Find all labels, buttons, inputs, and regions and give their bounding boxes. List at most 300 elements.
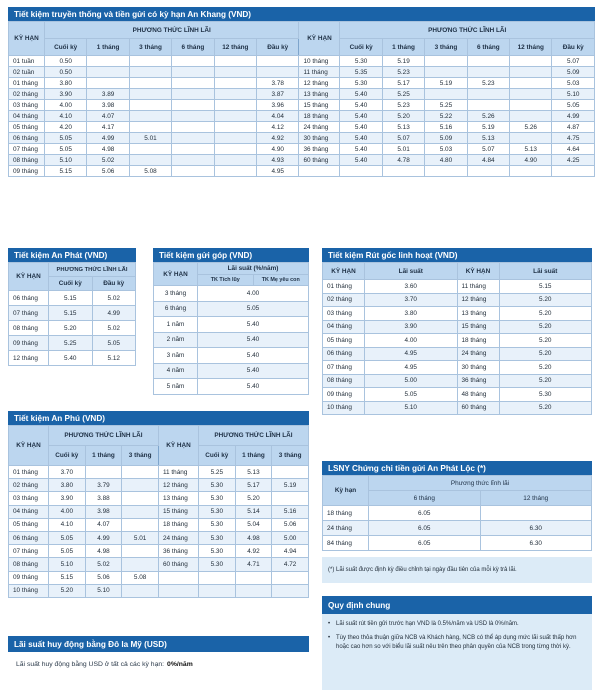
col-header: KỲ HẠN	[457, 263, 499, 280]
rate-cell	[129, 144, 171, 155]
rate-cell: 5.08	[122, 571, 159, 584]
rules-title: Quy định chung	[322, 596, 592, 614]
rate-cell	[129, 67, 171, 78]
table-row	[9, 531, 309, 544]
table-row	[9, 518, 309, 531]
gui-gop-title: Tiết kiệm gửi góp (VND)	[153, 248, 309, 262]
term-cell: 36 tháng	[457, 374, 499, 388]
col-header: Đầu kỳ	[257, 39, 299, 56]
rate-cell: 5.20	[499, 374, 592, 388]
term-cell: 5 năm	[154, 379, 198, 395]
rate-cell	[122, 492, 159, 505]
rate-cell: 5.06	[87, 166, 129, 177]
rate-cell: 3.80	[49, 479, 86, 492]
rate-cell: 5.15	[45, 166, 87, 177]
rate-cell: 5.05	[92, 336, 136, 351]
rate-cell: 4.99	[552, 111, 595, 122]
rate-cell: 5.20	[499, 334, 592, 348]
usd-value: 0%/năm	[167, 660, 193, 668]
empty-cell	[510, 166, 552, 177]
col-header: Cuối kỳ	[49, 446, 86, 466]
rate-cell: 5.20	[49, 321, 93, 336]
rate-cell: 5.19	[425, 78, 467, 89]
rate-cell: 4.25	[552, 155, 595, 166]
rate-cell	[425, 67, 467, 78]
rate-cell	[87, 56, 129, 67]
rate-cell: 5.00	[272, 531, 309, 544]
method-header: PHƯƠNG THỨC LĨNH LÃI	[198, 426, 308, 446]
table-row	[9, 122, 595, 133]
rate-cell: 5.17	[235, 479, 272, 492]
col-header: 1 tháng	[85, 446, 122, 466]
term-header: KỲ HẠN	[9, 263, 49, 291]
empty-cell	[272, 584, 309, 597]
rate-cell: 5.07	[382, 133, 424, 144]
term-cell: 07 tháng	[323, 361, 365, 375]
rate-cell	[122, 466, 159, 479]
rate-cell: 5.20	[499, 347, 592, 361]
rate-cell: 5.14	[235, 505, 272, 518]
bullet-icon: •	[328, 621, 331, 627]
rate-cell: 4.87	[552, 122, 595, 133]
rate-cell: 5.30	[198, 505, 235, 518]
rate-cell: 5.13	[467, 133, 509, 144]
rate-cell: 5.00	[365, 374, 458, 388]
col-header: Cuối kỳ	[45, 39, 87, 56]
col-header: 3 tháng	[272, 446, 309, 466]
table-row	[323, 307, 592, 321]
rate-cell: 5.19	[467, 122, 509, 133]
term-cell: 09 tháng	[9, 571, 49, 584]
term-cell: 03 tháng	[9, 100, 45, 111]
rate-cell	[172, 78, 214, 89]
term-cell: 01 tháng	[323, 280, 365, 294]
empty-cell	[425, 166, 467, 177]
table-row	[154, 348, 309, 364]
empty-cell	[235, 571, 272, 584]
term-cell: 6 tháng	[154, 301, 198, 317]
rate-cell: 5.40	[198, 317, 309, 333]
rate-cell: 5.20	[235, 492, 272, 505]
term-cell: 12 tháng	[158, 479, 198, 492]
rate-cell	[214, 133, 256, 144]
rate-cell: 5.20	[499, 320, 592, 334]
col-header: 1 tháng	[235, 446, 272, 466]
bullet-icon: •	[328, 635, 331, 641]
rate-cell: 5.23	[382, 67, 424, 78]
term-cell: 15 tháng	[158, 505, 198, 518]
rate-cell: 5.30	[340, 78, 382, 89]
term-cell: 08 tháng	[9, 155, 45, 166]
lsny-table	[322, 475, 592, 551]
rules-section	[322, 596, 592, 690]
rate-cell: 5.05	[198, 301, 309, 317]
rules-body	[322, 614, 592, 690]
rate-cell: 3.70	[49, 466, 86, 479]
rate-cell: 5.03	[552, 78, 595, 89]
col-header: 3 tháng	[122, 446, 159, 466]
term-cell: 06 tháng	[323, 347, 365, 361]
rate-cell: 5.10	[45, 155, 87, 166]
rate-cell: 5.05	[45, 144, 87, 155]
rate-cell: 3.88	[85, 492, 122, 505]
table-row	[9, 558, 309, 571]
table-row	[323, 361, 592, 375]
table-row	[9, 479, 309, 492]
term-cell: 30 tháng	[457, 361, 499, 375]
rate-cell: 3.98	[87, 100, 129, 111]
rate-cell	[129, 111, 171, 122]
rate-cell	[129, 56, 171, 67]
rate-cell	[129, 100, 171, 111]
rate-cell: 5.01	[129, 133, 171, 144]
an-phu-section	[8, 411, 309, 598]
term-cell: 05 tháng	[323, 334, 365, 348]
rate-cell: 4.95	[257, 166, 299, 177]
rate-cell	[129, 89, 171, 100]
rate-cell: 5.26	[510, 122, 552, 133]
table-row	[323, 280, 592, 294]
rate-cell: 5.08	[129, 166, 171, 177]
rate-cell: 4.20	[45, 122, 87, 133]
rate-cell	[510, 89, 552, 100]
rate-cell: 5.30	[499, 388, 592, 402]
rate-cell: 5.40	[340, 111, 382, 122]
rate-cell	[122, 479, 159, 492]
rate-cell	[510, 67, 552, 78]
an-phat-section	[8, 248, 136, 366]
term-cell: 02 tuần	[9, 67, 45, 78]
rate-cell: 5.35	[340, 67, 382, 78]
rate-cell: 3.90	[49, 492, 86, 505]
rate-cell	[214, 166, 256, 177]
rate-cell: 5.13	[382, 122, 424, 133]
rate-cell: 5.30	[198, 558, 235, 571]
rate-cell: 4.72	[272, 558, 309, 571]
rate-cell: 5.40	[49, 351, 93, 366]
rate-cell: 6.30	[480, 536, 592, 551]
term-header: KỲ HẠN	[9, 22, 45, 56]
term-cell: 02 tháng	[9, 89, 45, 100]
term-cell: 01 tháng	[9, 78, 45, 89]
rate-cell: 5.40	[340, 133, 382, 144]
gui-gop-table	[153, 262, 309, 395]
table-row	[323, 536, 592, 551]
term-cell: 11 tháng	[299, 67, 340, 78]
rate-cell	[122, 505, 159, 518]
rate-cell: 5.30	[198, 518, 235, 531]
rate-cell: 5.22	[425, 111, 467, 122]
rate-cell: 0.50	[45, 67, 87, 78]
table-row	[323, 521, 592, 536]
rate-cell: 4.17	[87, 122, 129, 133]
term-cell: 13 tháng	[299, 89, 340, 100]
rate-cell	[129, 122, 171, 133]
term-cell: 08 tháng	[323, 374, 365, 388]
table-row	[9, 466, 309, 479]
rate-cell	[122, 584, 159, 597]
rate-cell: 3.90	[45, 89, 87, 100]
rate-cell: 3.78	[257, 78, 299, 89]
term-cell: 18 tháng	[457, 334, 499, 348]
rate-cell	[257, 67, 299, 78]
lsny-note: (*) Lãi suất được định kỳ điều chỉnh tại ngày đầu tiên của mỗi kỳ trả lãi.	[322, 557, 592, 583]
term-cell: 10 tháng	[9, 584, 49, 597]
term-cell: 09 tháng	[9, 336, 49, 351]
term-cell: 10 tháng	[299, 56, 340, 67]
rate-cell	[510, 56, 552, 67]
table-row	[9, 584, 309, 597]
rate-header: Lãi suất (%/năm)	[198, 263, 309, 275]
term-cell: 08 tháng	[9, 558, 49, 571]
an-khang-title: Tiết kiệm truyền thống và tiền gửi có kỳ hạn An Khang (VND)	[8, 7, 595, 21]
rate-cell	[129, 78, 171, 89]
rut-goc-title: Tiết kiệm Rút gốc linh hoạt (VND)	[322, 248, 592, 262]
term-cell: 24 tháng	[323, 521, 369, 536]
rate-cell: 5.09	[552, 67, 595, 78]
rate-cell: 4.71	[235, 558, 272, 571]
rate-cell: 4.99	[87, 133, 129, 144]
rate-cell: 5.15	[499, 280, 592, 294]
term-header: KỲ HẠN	[158, 426, 198, 466]
rate-cell	[272, 492, 309, 505]
rate-cell: 5.05	[45, 133, 87, 144]
rate-cell: 5.13	[510, 144, 552, 155]
rate-cell: 4.78	[382, 155, 424, 166]
col-header: 6 tháng	[467, 39, 509, 56]
rate-cell	[425, 89, 467, 100]
rate-cell	[214, 122, 256, 133]
rate-cell: 5.40	[340, 155, 382, 166]
empty-cell	[552, 166, 595, 177]
col-header: 3 tháng	[425, 39, 467, 56]
rate-cell: 5.07	[552, 56, 595, 67]
term-cell: 24 tháng	[457, 347, 499, 361]
rate-cell	[214, 100, 256, 111]
rate-cell	[172, 100, 214, 111]
col-header: 12 tháng	[214, 39, 256, 56]
rate-cell: 5.25	[425, 100, 467, 111]
term-header: KỲ HẠN	[9, 426, 49, 466]
rate-cell	[257, 56, 299, 67]
rate-cell: 5.20	[49, 584, 86, 597]
usd-text: Lãi suất huy động bằng USD ở tất cả các kỳ hạn:	[16, 660, 165, 668]
rate-cell: 5.12	[92, 351, 136, 366]
col-header: 12 tháng	[510, 39, 552, 56]
rate-cell	[467, 56, 509, 67]
table-row	[323, 388, 592, 402]
rate-cell: 4.84	[467, 155, 509, 166]
rate-cell: 5.09	[425, 133, 467, 144]
term-cell: 4 năm	[154, 363, 198, 379]
rule-text: Lãi suất rút tiền gửi trước hạn VND là 0.5%/năm và USD là 0%/năm.	[336, 621, 519, 627]
col-header: TK Mẹ yêu con	[253, 275, 309, 286]
col-header: Cuối kỳ	[49, 277, 93, 291]
table-row	[9, 155, 595, 166]
col-header: TK Tích lũy	[198, 275, 254, 286]
table-row	[9, 100, 595, 111]
table-row	[154, 379, 309, 395]
col-header: Cuối kỳ	[198, 446, 235, 466]
rate-cell: 4.75	[552, 133, 595, 144]
usd-title: Lãi suất huy động bằng Đô la Mỹ (USD)	[8, 636, 309, 652]
rate-cell: 5.40	[340, 122, 382, 133]
empty-cell	[299, 166, 340, 177]
table-row	[9, 144, 595, 155]
col-header: Cuối kỳ	[340, 39, 382, 56]
rate-cell: 5.05	[552, 100, 595, 111]
rate-cell: 4.10	[45, 111, 87, 122]
empty-cell	[158, 584, 198, 597]
rate-cell: 5.10	[365, 401, 458, 415]
term-cell: 2 năm	[154, 332, 198, 348]
rate-cell: 5.10	[49, 558, 86, 571]
rate-cell: 5.06	[272, 518, 309, 531]
rate-cell: 5.40	[340, 144, 382, 155]
rate-cell: 5.20	[382, 111, 424, 122]
rate-cell: 4.00	[198, 286, 309, 302]
rate-cell: 5.23	[467, 78, 509, 89]
rate-cell: 5.13	[235, 466, 272, 479]
rate-cell: 5.40	[340, 100, 382, 111]
table-row	[323, 293, 592, 307]
method-header: Phương thức lĩnh lãi	[369, 476, 592, 491]
rate-cell: 4.95	[365, 361, 458, 375]
rate-cell	[122, 518, 159, 531]
gui-gop-section	[153, 248, 309, 395]
rate-cell	[87, 67, 129, 78]
term-cell: 05 tháng	[9, 122, 45, 133]
rate-cell: 5.10	[552, 89, 595, 100]
term-cell: 15 tháng	[299, 100, 340, 111]
rate-cell: 4.07	[85, 518, 122, 531]
term-cell: 24 tháng	[299, 122, 340, 133]
table-row	[323, 347, 592, 361]
term-cell: 1 năm	[154, 317, 198, 333]
rate-cell: 5.25	[198, 466, 235, 479]
an-khang-table	[8, 21, 595, 177]
rate-cell	[87, 78, 129, 89]
term-cell: 15 tháng	[457, 320, 499, 334]
rate-cell: 4.04	[257, 111, 299, 122]
empty-cell	[158, 571, 198, 584]
method-header: PHƯƠNG THỨC LĨNH LÃI	[45, 22, 299, 39]
table-row	[9, 89, 595, 100]
an-phat-title: Tiết kiệm An Phát (VND)	[8, 248, 136, 262]
table-row	[154, 301, 309, 317]
table-row	[154, 363, 309, 379]
term-cell: 07 tháng	[9, 545, 49, 558]
table-row	[9, 67, 595, 78]
col-header: 1 tháng	[382, 39, 424, 56]
rate-cell: 5.02	[92, 291, 136, 306]
rate-cell: 5.40	[340, 89, 382, 100]
rule-item	[328, 634, 586, 652]
rate-cell: 5.15	[49, 571, 86, 584]
rate-cell: 3.79	[85, 479, 122, 492]
rate-cell: 5.30	[198, 531, 235, 544]
table-row	[9, 321, 136, 336]
table-row	[323, 374, 592, 388]
term-cell: 04 tháng	[323, 320, 365, 334]
table-row	[9, 571, 309, 584]
rate-cell	[214, 78, 256, 89]
table-row	[154, 286, 309, 302]
table-row	[9, 306, 136, 321]
rate-cell	[172, 166, 214, 177]
rate-cell: 4.10	[49, 518, 86, 531]
term-cell: 36 tháng	[299, 144, 340, 155]
rate-cell	[214, 56, 256, 67]
rate-cell: 3.60	[365, 280, 458, 294]
rate-cell: 3.80	[45, 78, 87, 89]
usd-line	[8, 652, 309, 676]
rate-cell: 6.05	[369, 506, 481, 521]
rate-cell: 5.02	[87, 155, 129, 166]
table-row	[154, 317, 309, 333]
col-header: Lãi suất	[499, 263, 592, 280]
rate-cell: 4.93	[257, 155, 299, 166]
term-cell: 84 tháng	[323, 536, 369, 551]
term-cell: 02 tháng	[323, 293, 365, 307]
term-header: KỲ HẠN	[299, 22, 340, 56]
rate-cell: 5.25	[382, 89, 424, 100]
rate-cell: 5.30	[198, 479, 235, 492]
term-cell: 60 tháng	[299, 155, 340, 166]
rate-cell: 4.92	[235, 545, 272, 558]
term-cell: 05 tháng	[9, 518, 49, 531]
term-cell: 01 tháng	[9, 466, 49, 479]
rut-goc-table	[322, 262, 592, 415]
rate-cell	[172, 144, 214, 155]
rate-cell: 5.05	[49, 531, 86, 544]
rate-cell: 4.98	[235, 531, 272, 544]
rate-cell: 4.64	[552, 144, 595, 155]
rate-cell: 3.70	[365, 293, 458, 307]
rate-cell: 5.30	[340, 56, 382, 67]
col-header: 12 tháng	[480, 491, 592, 506]
rate-cell: 5.20	[499, 401, 592, 415]
term-cell: 11 tháng	[457, 280, 499, 294]
term-cell: 10 tháng	[323, 401, 365, 415]
empty-cell	[467, 166, 509, 177]
table-row	[9, 166, 595, 177]
rate-cell: 3.90	[365, 320, 458, 334]
rate-cell	[85, 466, 122, 479]
rate-cell: 6.05	[369, 536, 481, 551]
rate-cell	[467, 100, 509, 111]
table-row	[323, 506, 592, 521]
rate-cell: 4.00	[49, 505, 86, 518]
table-row	[9, 505, 309, 518]
an-phu-title: Tiết kiệm An Phú (VND)	[8, 411, 309, 425]
rate-cell	[214, 67, 256, 78]
rate-cell: 5.05	[365, 388, 458, 402]
rate-cell	[129, 155, 171, 166]
term-cell: 04 tháng	[9, 505, 49, 518]
rate-cell: 4.00	[365, 334, 458, 348]
rate-cell	[510, 111, 552, 122]
table-row	[9, 78, 595, 89]
rate-cell: 4.99	[92, 306, 136, 321]
table-row	[9, 545, 309, 558]
rate-cell: 5.25	[49, 336, 93, 351]
rut-goc-section	[322, 248, 592, 415]
lsny-section	[322, 461, 592, 583]
table-row	[9, 336, 136, 351]
term-cell: 06 tháng	[9, 133, 45, 144]
table-row	[9, 56, 595, 67]
